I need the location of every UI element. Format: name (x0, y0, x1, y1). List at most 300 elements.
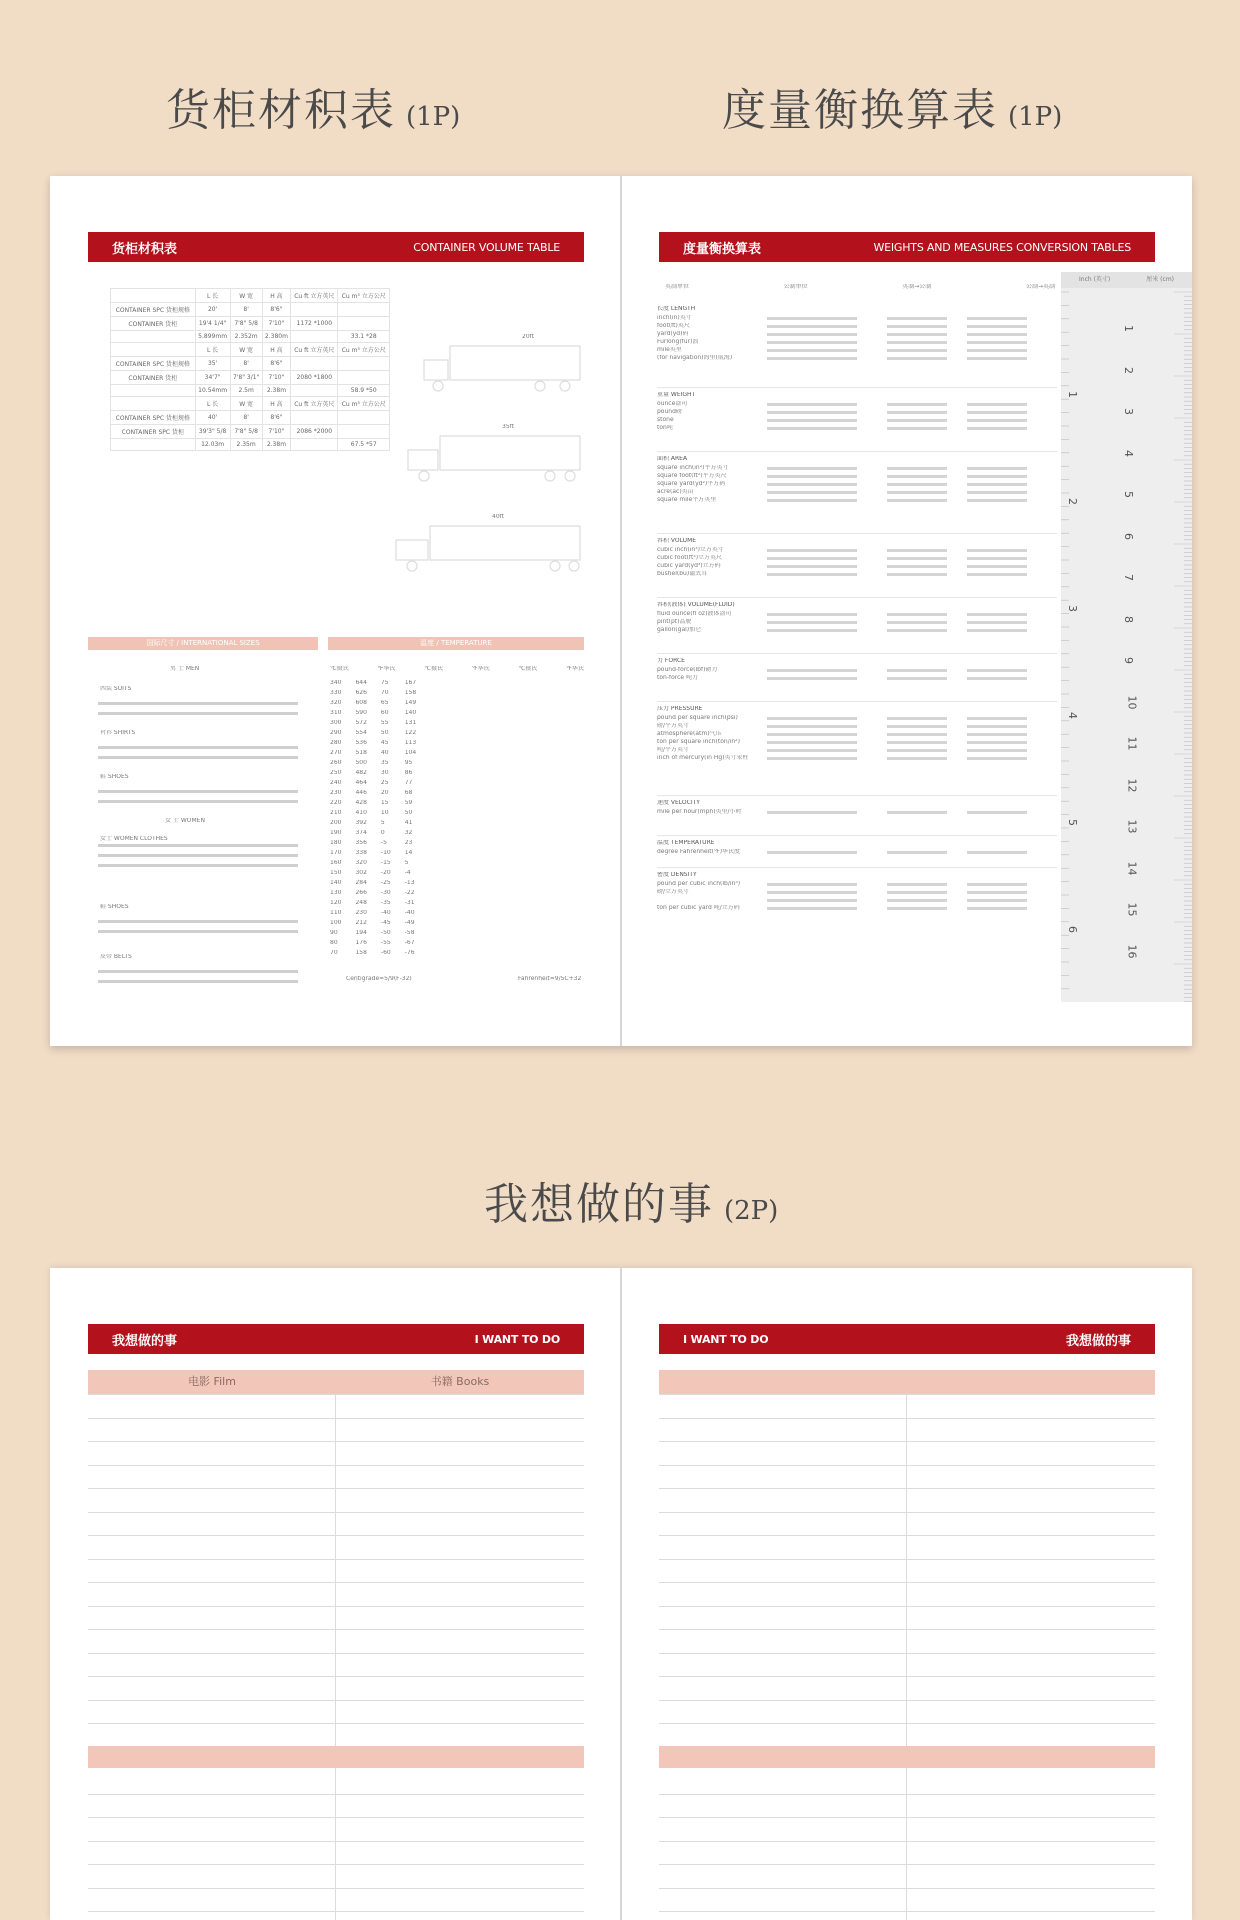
conversion-unit-label: mile per hour(mph)英里/小时 (657, 809, 742, 815)
conversion-row (657, 619, 1057, 627)
temp-value: 110 (330, 910, 342, 916)
celsius-formula: Centigrade=5/9(F-32) (346, 976, 412, 982)
conversion-value-placeholder (967, 475, 1027, 478)
conversion-section (657, 392, 1057, 433)
writing-line (659, 1794, 1155, 1795)
conversion-value-placeholder (767, 899, 857, 902)
conversion-page (621, 176, 1192, 1046)
conversion-row (657, 555, 1057, 563)
ruler-cm-number: 4 (1122, 449, 1135, 457)
writing-line (659, 1817, 1155, 1818)
measurement-ruler (1061, 272, 1192, 1002)
conversion-unit-label: acre(ac)英亩 (657, 489, 694, 495)
writing-line (659, 1653, 1155, 1654)
table-cell: 2.380m (262, 331, 290, 343)
temp-value: -31 (404, 900, 415, 906)
want-title-text: 我想做的事 (484, 1179, 714, 1230)
want-right-grid (659, 1394, 1155, 1920)
want-to-do-section-title (484, 1168, 778, 1232)
conversion-value-placeholder (767, 907, 857, 910)
conversion-value-placeholder (887, 341, 947, 344)
conversion-unit-label: 吨/平方英寸 (657, 747, 690, 753)
writing-line (659, 1512, 1155, 1513)
conversion-value-placeholder (767, 325, 857, 328)
conversion-value-placeholder (767, 811, 857, 814)
conversion-value-placeholder (767, 411, 857, 414)
writing-line (659, 1841, 1155, 1842)
conversion-row (657, 627, 1057, 635)
temp-value: 284 (355, 880, 367, 886)
temp-value: 70 (380, 690, 389, 696)
size-group-suits: 西装 SUITS (100, 686, 132, 692)
conversion-value-placeholder (887, 491, 947, 494)
conversion-value-placeholder (887, 419, 947, 422)
conversion-section (657, 306, 1057, 363)
temp-value: 410 (355, 810, 367, 816)
table-cell: L 长 (195, 343, 230, 357)
size-group-women-clothes: 女士 WOMEN CLOTHES (100, 836, 168, 842)
writing-line (659, 1559, 1155, 1560)
conversion-unit-label: gallon(gal)加仑 (657, 627, 702, 633)
temp-value: 20 (380, 790, 389, 796)
temp-value: -5 (380, 840, 387, 846)
conversion-value-placeholder (887, 325, 947, 328)
temp-value: -30 (380, 890, 391, 896)
conversion-row (657, 547, 1057, 555)
conversion-unit-label: pound-force(lbf)磅力 (657, 667, 718, 673)
conversion-row (657, 747, 1057, 755)
want-right-header-en: I WANT TO DO (683, 1332, 769, 1346)
conversion-value-placeholder (887, 549, 947, 552)
size-group-shirts: 衬衫 SHIRTS (100, 730, 136, 736)
writing-line (88, 1676, 584, 1677)
temp-column-fahrenheit-2 (405, 680, 416, 960)
temp-value: 190 (330, 830, 342, 836)
temp-value: 160 (330, 860, 342, 866)
section-divider (657, 451, 1057, 452)
table-row (111, 317, 390, 331)
temp-value: 149 (404, 700, 417, 706)
want-left-grid (88, 1394, 584, 1920)
conversion-unit-label: yard(yd)码 (657, 331, 689, 337)
temp-value: 212 (355, 920, 367, 926)
writing-line (88, 1817, 584, 1818)
conversion-unit-label: pound per cubic inch(lb/in³) (657, 881, 741, 887)
temp-column-fahrenheit-1 (355, 680, 366, 960)
temp-value: 140 (330, 880, 342, 886)
container-table-section-title (166, 74, 460, 138)
conversion-unit-label: fluid ounce(fl oz)液体盎司 (657, 611, 732, 617)
conversion-value-placeholder (767, 419, 857, 422)
conversion-row (657, 425, 1057, 433)
column-header: 公制单位 (783, 284, 808, 290)
temp-value: 310 (330, 710, 342, 716)
temp-value: 176 (355, 940, 367, 946)
temp-value: 194 (355, 930, 367, 936)
temp-value: 280 (330, 740, 342, 746)
temp-value: -45 (380, 920, 391, 926)
conversion-row (657, 563, 1057, 571)
writing-line (88, 1394, 584, 1395)
temp-value: 260 (330, 760, 342, 766)
conversion-value-placeholder (967, 403, 1027, 406)
temp-value: 100 (330, 920, 342, 926)
table-cell: 8'6" (262, 357, 290, 371)
writing-line (88, 1629, 584, 1630)
container-header-bar (88, 232, 584, 262)
temp-value: 10 (380, 810, 389, 816)
temp-value: -15 (380, 860, 391, 866)
conversion-value-placeholder (967, 899, 1027, 902)
conversion-value-placeholder (967, 467, 1027, 470)
temp-value: -35 (380, 900, 391, 906)
table-cell: CONTAINER SPC 货柜 (111, 425, 196, 439)
conversion-row (657, 889, 1057, 897)
temp-value: 70 (330, 950, 338, 956)
writing-line (88, 1700, 584, 1701)
want-left-header-en: I WANT TO DO (474, 1332, 560, 1346)
conversion-unit-label: cubic yard(yd³)立方码 (657, 563, 721, 569)
conversion-value-placeholder (767, 733, 857, 736)
temp-col-header: ℉华氏 (566, 666, 584, 672)
table-cell: 2086 *2000 (291, 425, 338, 439)
conversion-value-placeholder (767, 557, 857, 560)
writing-line (88, 1653, 584, 1654)
table-cell: CONTAINER SPC 货柜规格 (111, 411, 196, 425)
writing-line (659, 1418, 1155, 1419)
ruler-cm-number: 2 (1122, 366, 1135, 374)
temp-value: 320 (355, 860, 367, 866)
ruler-inch-number: 3 (1066, 605, 1079, 612)
temp-value: 340 (330, 680, 342, 686)
temp-col-header: ℃摄氏 (518, 666, 538, 672)
temp-value: 200 (330, 820, 342, 826)
books-column-label: 书籍 Books (430, 1375, 490, 1388)
conversion-section-title: 长度 LENGTH (657, 306, 696, 312)
temp-value: 554 (355, 730, 367, 736)
temp-col-header: ℃摄氏 (424, 666, 444, 672)
table-cell: 7'10" (262, 425, 290, 439)
conversion-value-placeholder (967, 557, 1027, 560)
conversion-value-placeholder (967, 333, 1027, 336)
conversion-value-placeholder (967, 621, 1027, 624)
table-row (111, 343, 390, 357)
ruler-header (1061, 272, 1192, 288)
table-cell: Cu m³ 立方公尺 (338, 343, 390, 357)
conversion-value-placeholder (767, 549, 857, 552)
table-cell: 2.38m (262, 439, 290, 451)
temp-value: 5 (404, 860, 409, 866)
table-cell: Cu m³ 立方公尺 (338, 289, 390, 303)
table-cell: 8' (230, 303, 262, 317)
conversion-section (657, 658, 1057, 683)
writing-line (659, 1723, 1155, 1724)
conversion-value-placeholder (967, 741, 1027, 744)
writing-line (659, 1606, 1155, 1607)
conversion-header-cn: 度量衡换算表 (683, 241, 762, 257)
temp-value: -60 (380, 950, 391, 956)
conversion-value-placeholder (887, 427, 947, 430)
writing-line (88, 1418, 584, 1419)
temp-value: -40 (380, 910, 391, 916)
conversion-value-placeholder (767, 613, 857, 616)
temp-col-header: ℉华氏 (377, 666, 396, 672)
ruler-cm-header: 厘米 (cm) (1146, 276, 1174, 283)
temp-value: 180 (330, 840, 342, 846)
conversion-row (657, 905, 1057, 913)
conversion-value-placeholder (967, 491, 1027, 494)
conversion-section-title: 重量 WEIGHT (657, 392, 696, 398)
temp-value: 158 (404, 690, 417, 696)
temp-value: 23 (404, 840, 413, 846)
table-cell: Cu ft 立方英尺 (291, 343, 338, 357)
ruler-inch-header: Inch (英寸) (1079, 276, 1111, 283)
writing-line (88, 1794, 584, 1795)
conversion-value-placeholder (767, 883, 857, 886)
temp-value: 536 (355, 740, 367, 746)
temp-value: 86 (404, 770, 413, 776)
conversion-unit-label: ton per cubic yard 吨/立方码 (657, 905, 740, 911)
temp-value: 40 (380, 750, 389, 756)
writing-line (659, 1582, 1155, 1583)
table-row (111, 385, 390, 397)
conversion-value-placeholder (887, 557, 947, 560)
writing-line (88, 1841, 584, 1842)
writing-line (88, 1559, 584, 1560)
table-cell: W 宽 (230, 289, 262, 303)
size-value-rows (98, 694, 318, 994)
temp-value: 392 (355, 820, 367, 826)
temp-value: 45 (380, 740, 389, 746)
temp-value: 0 (380, 830, 385, 836)
conversion-value-placeholder (887, 467, 947, 470)
want-to-do-left-page (50, 1268, 621, 1920)
temp-value: 14 (404, 850, 413, 856)
conversion-row (657, 571, 1057, 579)
conversion-value-placeholder (967, 357, 1027, 360)
section-divider (657, 533, 1057, 534)
temp-value: 130 (330, 890, 342, 896)
conversion-value-placeholder (887, 411, 947, 414)
column-header: 英制→公制 (902, 284, 932, 290)
writing-line (659, 1911, 1155, 1912)
conversion-section-title: 速度 VELOCITY (657, 800, 700, 806)
table-cell: 34'7" (195, 371, 230, 385)
temp-value: 608 (355, 700, 367, 706)
conversion-value-placeholder (967, 669, 1027, 672)
temp-value: 320 (330, 700, 342, 706)
ruler-cm-number: 13 (1125, 819, 1139, 834)
temp-value: 220 (330, 800, 342, 806)
table-cell: H 高 (262, 397, 290, 411)
conversion-value-placeholder (887, 733, 947, 736)
conversion-value-placeholder (967, 677, 1027, 680)
conversion-row (657, 675, 1057, 683)
conversion-row (657, 715, 1057, 723)
conversion-unit-label: 磅/立方英寸 (657, 889, 690, 895)
conversion-column-headers (665, 284, 1055, 290)
writing-line (659, 1864, 1155, 1865)
conversion-section (657, 706, 1057, 763)
men-heading: 男 士 MEN (170, 666, 200, 672)
temp-value: 140 (404, 710, 417, 716)
temp-value: 55 (380, 720, 389, 726)
table-cell: L 长 (195, 397, 230, 411)
temp-value: 120 (330, 900, 342, 906)
conversion-row (657, 849, 1057, 857)
table-cell: 7'8" 5/8 (230, 317, 262, 331)
temp-value: 248 (355, 900, 367, 906)
section-divider (657, 795, 1057, 796)
conversion-value-placeholder (967, 411, 1027, 414)
want-left-header-bar (88, 1324, 584, 1354)
temp-value: 230 (330, 790, 342, 796)
ruler-cm-number: 7 (1122, 574, 1135, 581)
conversion-value-placeholder (887, 717, 947, 720)
writing-line (88, 1606, 584, 1607)
temp-value: -25 (380, 880, 391, 886)
temp-value: 95 (404, 760, 413, 766)
conversion-value-placeholder (967, 725, 1027, 728)
conversion-value-placeholder (767, 483, 857, 486)
temp-value: 77 (404, 780, 413, 786)
ruler-cm-number: 16 (1125, 944, 1139, 958)
container-volume-page (50, 176, 621, 1046)
conversion-section (657, 602, 1057, 635)
conversion-value-placeholder (887, 811, 947, 814)
conversion-value-placeholder (887, 899, 947, 902)
conversion-value-placeholder (767, 467, 857, 470)
conversion-unit-label: foot(ft)英尺 (657, 323, 690, 329)
temp-value: 80 (330, 940, 338, 946)
bottom-spread (50, 1268, 1192, 1920)
conversion-row (657, 731, 1057, 739)
container-header-cn: 货柜材积表 (112, 241, 178, 257)
temp-value: 446 (355, 790, 367, 796)
conversion-row (657, 755, 1057, 763)
conversion-value-placeholder (887, 907, 947, 910)
table-cell: 7'10" (262, 317, 290, 331)
writing-line (659, 1888, 1155, 1889)
conversion-unit-label: Furlong(fur)浪 (657, 339, 699, 345)
conversion-unit-label: (for navigation)海里(航海) (657, 355, 733, 361)
ruler-cm-number: 1 (1122, 325, 1135, 332)
conversion-value-placeholder (887, 349, 947, 352)
conversion-value-placeholder (767, 427, 857, 430)
conversion-value-placeholder (767, 725, 857, 728)
conversion-row (657, 881, 1057, 889)
want-right-header-cn: 我想做的事 (1065, 1333, 1131, 1349)
temp-value: 15 (380, 800, 389, 806)
writing-line (88, 1441, 584, 1442)
table-row (111, 411, 390, 425)
conversion-value-placeholder (767, 475, 857, 478)
conversion-unit-label: square foot(ft²)平方英尺 (657, 473, 727, 479)
conversion-value-placeholder (887, 573, 947, 576)
column-header: 英制单位 (665, 284, 690, 290)
conversion-unit-label: ounce盎司 (657, 401, 688, 407)
conversion-row (657, 417, 1057, 425)
table-cell: 7'8" 3/1" (230, 371, 262, 385)
conversion-value-placeholder (967, 565, 1027, 568)
conversion-value-placeholder (887, 317, 947, 320)
conversion-value-placeholder (887, 333, 947, 336)
table-cell: 8' (230, 411, 262, 425)
temp-column-celsius-1 (330, 680, 341, 960)
temp-value: -58 (404, 930, 415, 936)
conversion-unit-label: pound磅 (657, 409, 682, 415)
conversion-value-placeholder (767, 629, 857, 632)
conversion-header-en: WEIGHTS AND MEASURES CONVERSION TABLES (873, 240, 1131, 254)
conversion-value-placeholder (887, 725, 947, 728)
temp-value: -22 (404, 890, 415, 896)
temp-value: 518 (355, 750, 367, 756)
table-cell: 2.5m (230, 385, 262, 397)
temp-value: 68 (404, 790, 413, 796)
table-cell: 2080 *1800 (291, 371, 338, 385)
table-cell: CONTAINER SPC 货柜规格 (111, 357, 196, 371)
section-divider (657, 597, 1057, 598)
conversion-row (657, 723, 1057, 731)
conversion-section-title: 容积(液体) VOLUME(FLUID) (657, 602, 735, 608)
temp-value: -4 (404, 870, 411, 876)
table-cell: 33.1 *28 (338, 331, 390, 343)
temp-value: 300 (330, 720, 342, 726)
container-title-text: 货柜材积表 (166, 85, 396, 136)
ruler-cm-number: 10 (1125, 695, 1139, 709)
temp-value: 167 (404, 680, 417, 686)
table-cell: Cu m³ 立方公尺 (338, 397, 390, 411)
temp-value: 210 (330, 810, 342, 816)
conversion-unit-label: stone (657, 417, 674, 423)
conversion-page-count: (1P) (1008, 102, 1063, 132)
conversion-value-placeholder (967, 733, 1027, 736)
temp-value: -49 (404, 920, 415, 926)
conversion-value-placeholder (887, 629, 947, 632)
temp-value: 158 (355, 950, 367, 956)
container-truck-illustrations (390, 326, 590, 596)
conversion-value-placeholder (967, 419, 1027, 422)
conversion-value-placeholder (967, 757, 1027, 760)
table-cell: L 长 (195, 289, 230, 303)
table-cell: CONTAINER 货柜 (111, 371, 196, 385)
temp-columns (330, 680, 584, 960)
truck-label-20ft: 20ft (522, 334, 534, 340)
conversion-value-placeholder (767, 499, 857, 502)
table-row (111, 397, 390, 411)
conversion-section (657, 538, 1057, 579)
table-cell: 20' (195, 303, 230, 317)
want-right-header-bar (659, 1324, 1155, 1354)
temp-value: 266 (355, 890, 367, 896)
table-row (111, 425, 390, 439)
conversion-value-placeholder (967, 749, 1027, 752)
writing-line (659, 1535, 1155, 1536)
section-divider (657, 387, 1057, 388)
temp-value: -40 (404, 910, 415, 916)
table-cell: 58.9 *50 (338, 385, 390, 397)
conversion-section (657, 872, 1057, 913)
table-row (111, 439, 390, 451)
table-cell: CONTAINER 货柜 (111, 317, 196, 331)
temp-value: 338 (355, 850, 367, 856)
temp-value: 500 (355, 760, 367, 766)
temp-value: 240 (330, 780, 342, 786)
want-right-column-header (659, 1370, 1155, 1394)
conversion-value-placeholder (967, 811, 1027, 814)
writing-line (659, 1465, 1155, 1466)
temp-value: 90 (330, 930, 338, 936)
